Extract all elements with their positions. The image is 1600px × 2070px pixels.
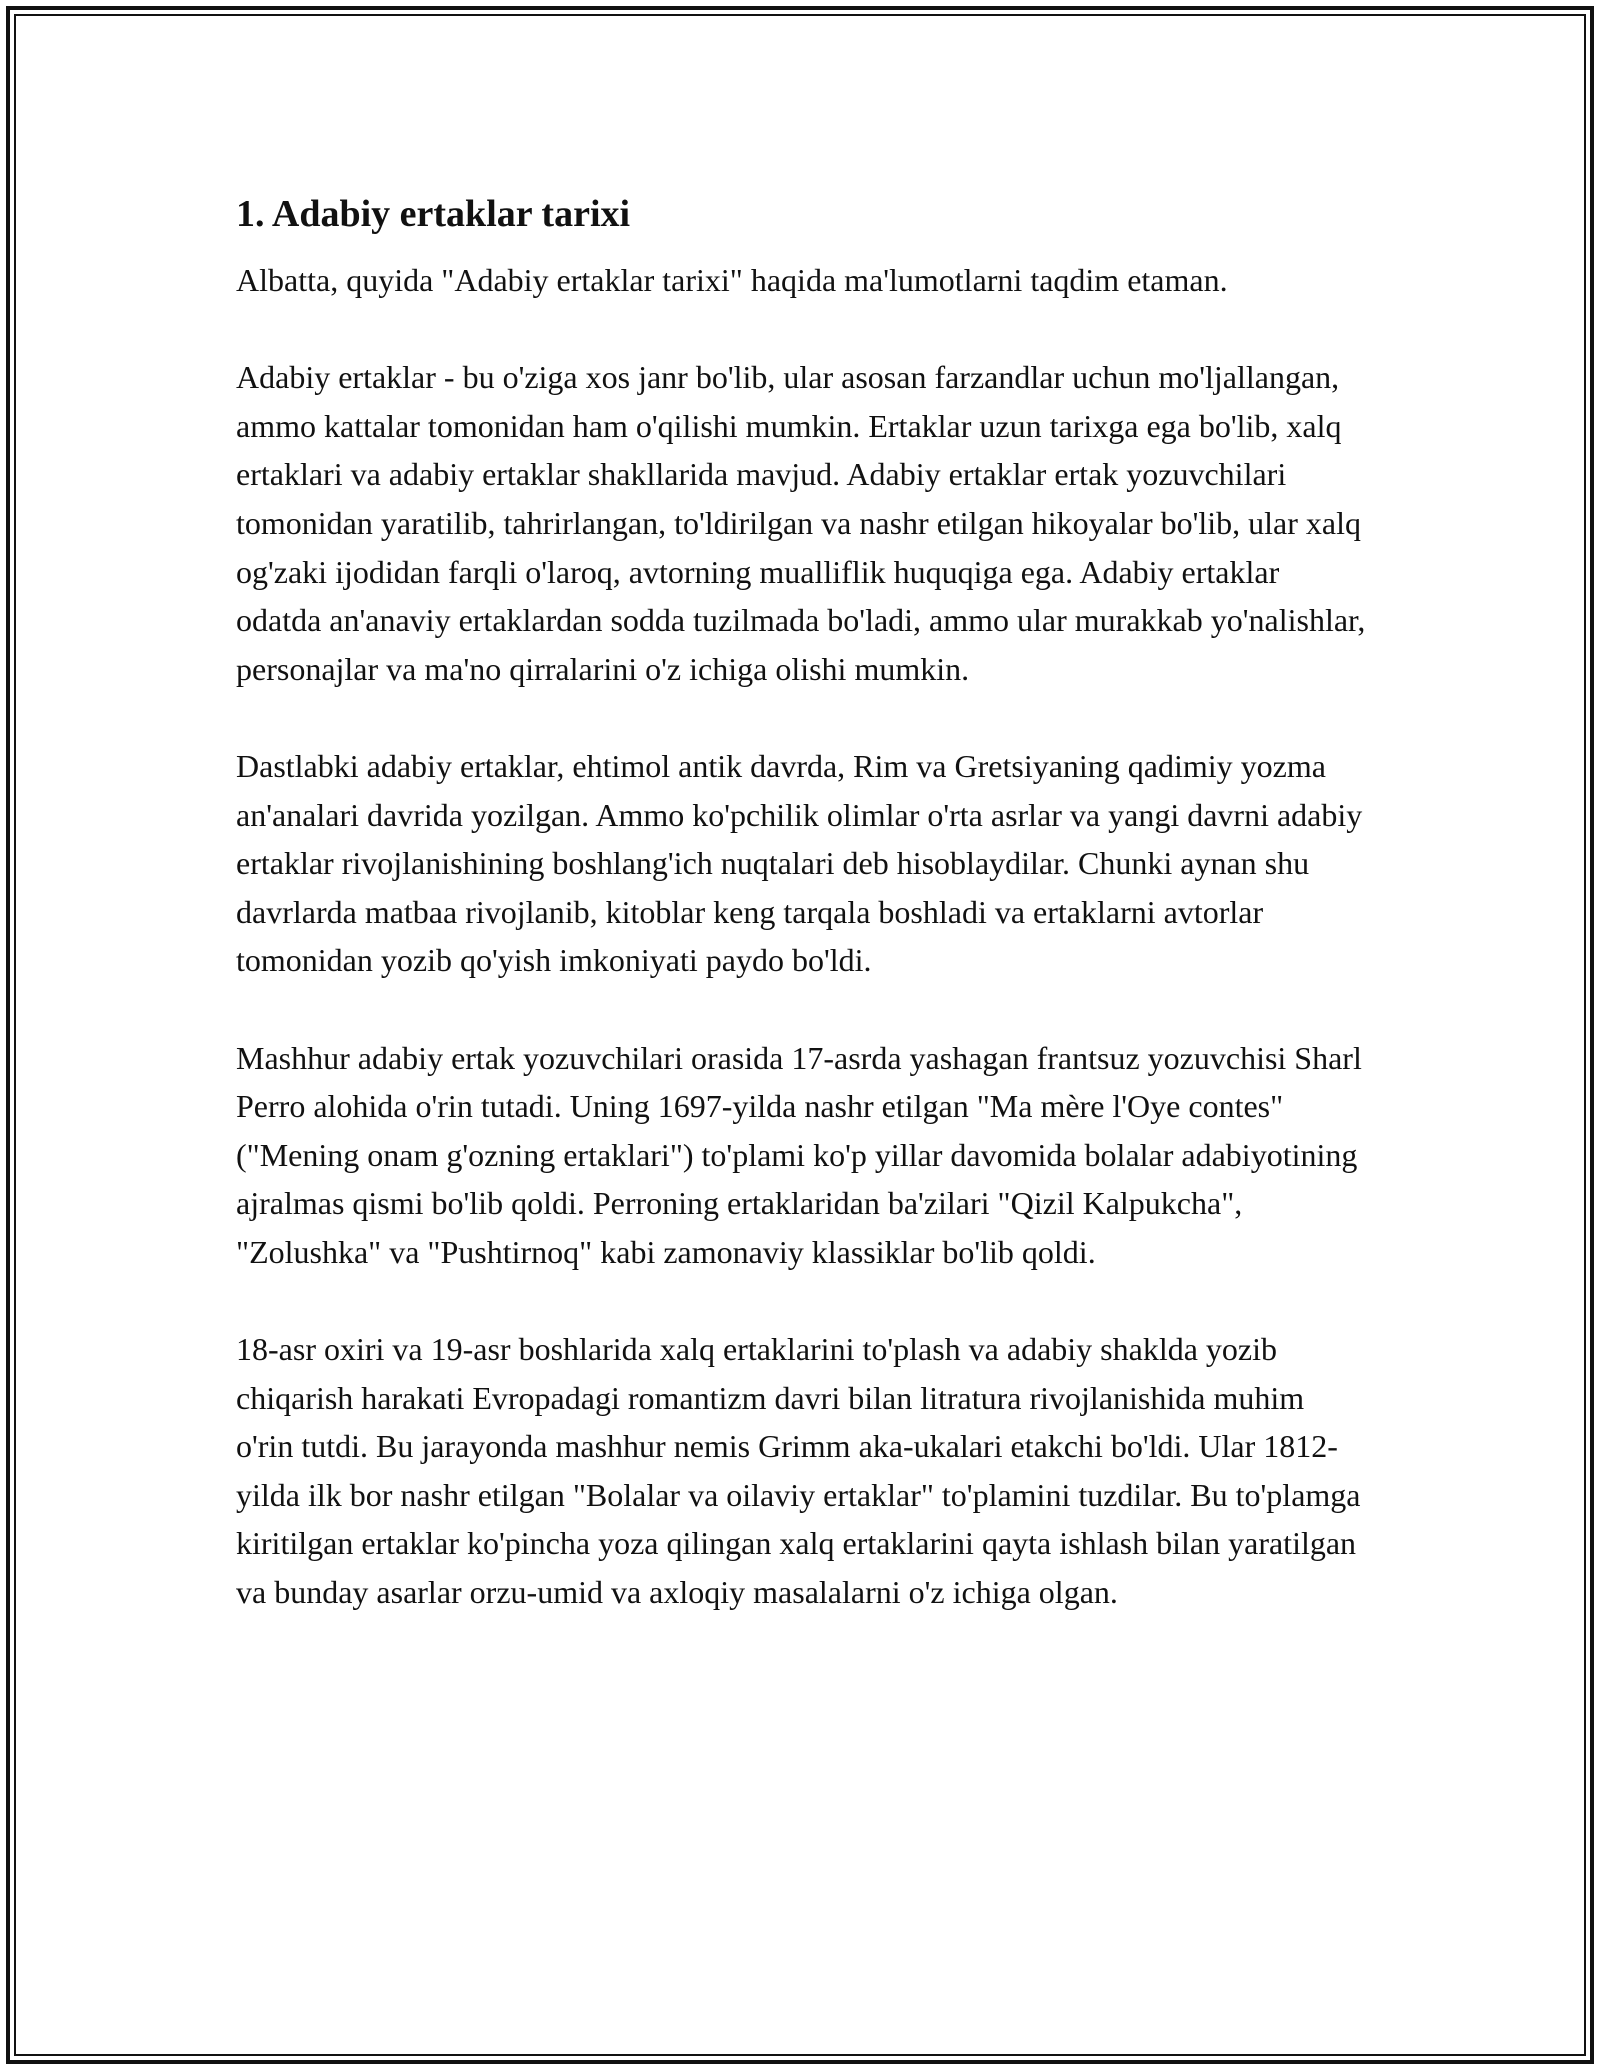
section-heading: 1. Adabiy ertaklar tarixi xyxy=(236,193,631,235)
paragraph-intro: Albatta, quyida "Adabiy ertaklar tarixi" haqida ma'lumotlarni taqdim etaman. xyxy=(236,262,1228,298)
document-body xyxy=(236,186,1366,1617)
paragraph-grimm: 18-asr oxiri va 19-asr boshlarida xalq ertaklarini to'plash va adabiy shaklda yozib chiqarish harakati Evropadagi romantizm davri bilan litratura rivojlanishida muhim o'rin tutdi. Bu jarayonda mashhur nemis Grimm aka-ukalari etakchi bo'ldi. Ular 1812-yilda ilk bor nashr etilgan "Bolalar va oilaviy ertaklar" to'plamini tuzdilar. Bu to'plamga kiritilgan ertaklar ko'pincha yoza qilingan xalq ertaklarini qayta ishlash bilan yaratilgan va bunday asarlar orzu-umid va axloqiy masalalarni o'z ichiga olgan. xyxy=(236,1331,1361,1611)
paragraph-perrault: Mashhur adabiy ertak yozuvchilari orasida 17-asrda yashagan frantsuz yozuvchisi Sharl Perro alohida o'rin tutadi. Uning 1697-yilda nashr etilgan "Ma mère l'Oye contes" ("Mening onam g'ozning ertaklari") to'plami ko'p yillar davomida bolalar adabiyotining ajralmas qismi bo'lib qoldi. Perroning ertaklaridan ba'zilari "Qizil Kalpukcha", "Zolushka" va "Pushtirnoq" kabi zamonaviy klassiklar bo'lib qoldi. xyxy=(236,1039,1362,1270)
paragraph-definition: Adabiy ertaklar - bu o'ziga xos janr bo'lib, ular asosan farzandlar uchun mo'ljallangan, ammo kattalar tomonidan ham o'qilishi mumkin. Ertaklar uzun tarixga ega bo'lib, xalq ertaklari va adabiy ertaklar shakllarida mavjud. Adabiy ertaklar ertak yozuvchilari tomonidan yaratilib, tahrirlangan, to'ldirilgan va nashr etilgan hikoyalar bo'lib, ular xalq og'zaki ijodidan farqli o'laroq, avtorning mualliflik huquqiga ega. Adabiy ertaklar odatda an'anaviy ertaklardan sodda tuzilmada bo'ladi, ammo ular murakkab yo'nalishlar, personajlar va ma'no qirralarini o'z ichiga olishi mumkin. xyxy=(236,359,1366,687)
paragraph-early-history: Dastlabki adabiy ertaklar, ehtimol antik davrda, Rim va Gretsiyaning qadimiy yozma an'analari davrida yozilgan. Ammo ko'pchilik olimlar o'rta asrlar va yangi davrni adabiy ertaklar rivojlanishining boshlang'ich nuqtalari deb hisoblaydilar. Chunki aynan shu davrlarda matbaa rivojlanib, kitoblar keng tarqala boshladi va ertaklarni avtorlar tomonidan yozib qo'yish imkoniyati paydo bo'ldi. xyxy=(236,747,1363,979)
